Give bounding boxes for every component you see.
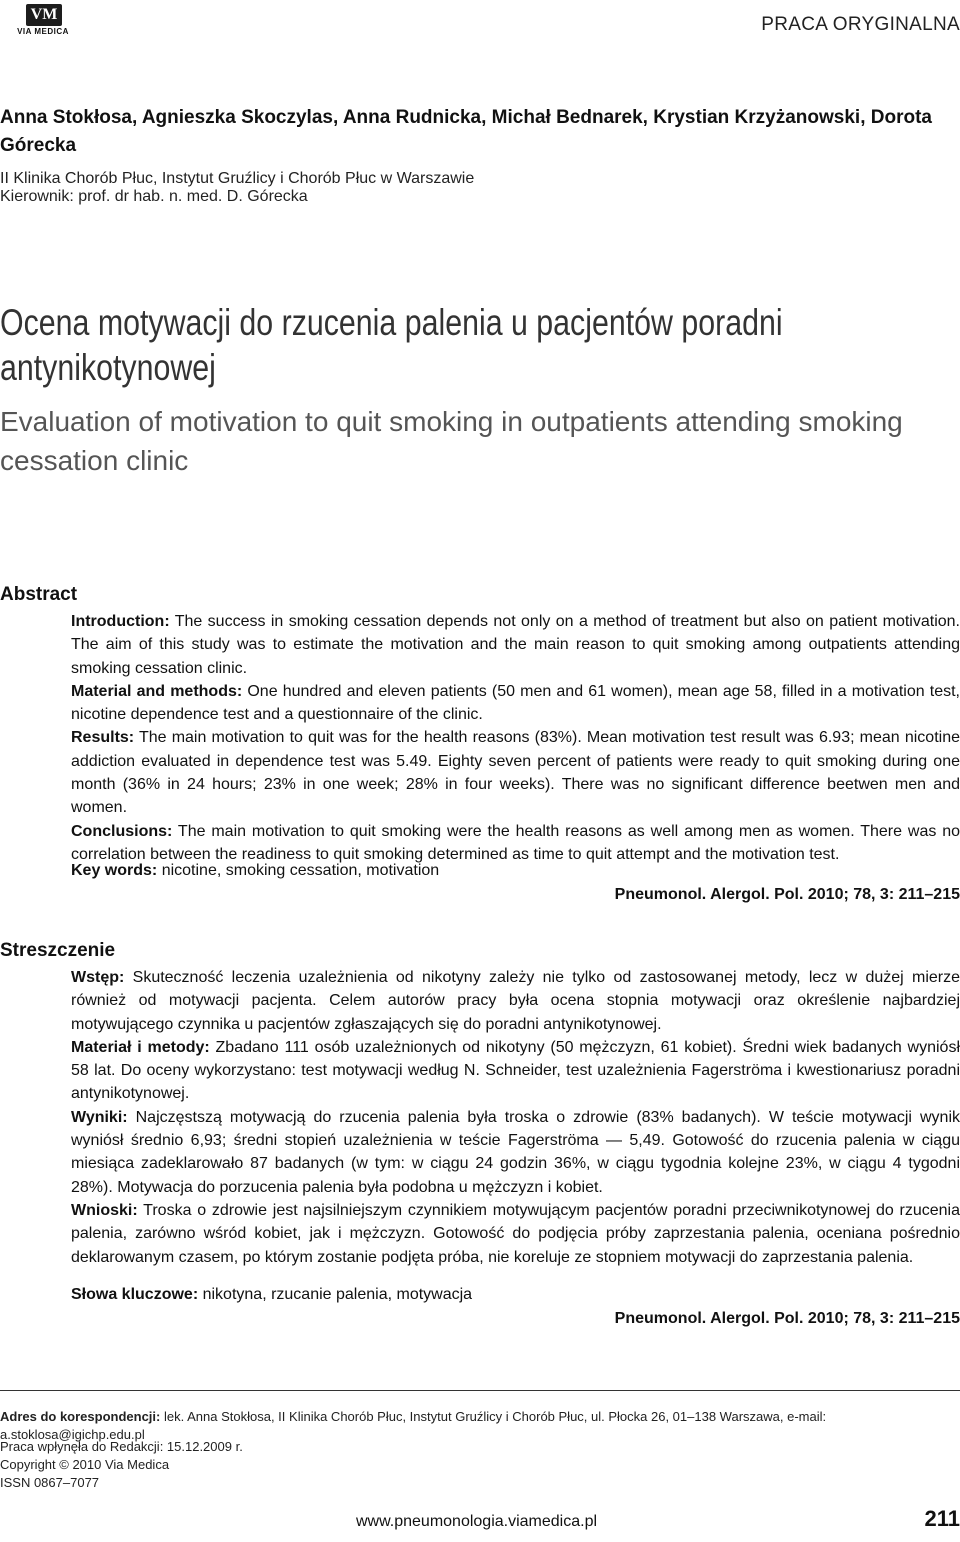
conclusions-text: The main motivation to quit smoking were the health reasons as well among men as women. There was no correlation between the readiness to quit smoking determined as time to quit attempt and the motivation test. bbox=[71, 822, 960, 863]
streszczenie-citation: Pneumonol. Alergol. Pol. 2010; 78, 3: 211–215 bbox=[614, 1310, 960, 1327]
wstep-label: Wstęp: bbox=[71, 969, 125, 986]
wnioski-text: Troska o zdrowie jest najsilniejszym czynnikiem motywującym pacjentów poradni przeciwnikotynowej do rzucenia palenia, zarówno wśród kobiet, jak i mężczyzn. Gotowość do podjęcia próby zaprzestania palenia, oceniana pośrednio deklarowanym czasem, po którym zostanie podjęta próba, nie koreluje ze stopniem motywacji do zaprzestania palenia. bbox=[71, 1201, 960, 1266]
results-text: The main motivation to quit was for the health reasons (83%). Mean motivation test result was 6.93; mean nicotine addiction evaluated in dependence test was 5.49. Eighty seven percent of patients were ready to quit smoking during one month (36% in 24 hours; 23% in one week; 28% in four weeks). There was no significant difference beetwen men and women. bbox=[71, 729, 960, 817]
streszczenie-wyniki bbox=[71, 1106, 960, 1199]
keywords-label: Key words: bbox=[71, 862, 158, 879]
intro-text: The success in smoking cessation depends not only on a method of treatment but also on patient motivation. The aim of this study was to estimate the motivation and the main reason to quit smoking among outpatients attending smoking cessation clinic. bbox=[71, 613, 960, 677]
affiliation: II Klinika Chorób Płuc, Instytut Gruźlicy i Chorób Płuc w Warszawie bbox=[0, 170, 475, 187]
publication-info bbox=[0, 1438, 243, 1492]
streszczenie-heading: Streszczenie bbox=[0, 940, 116, 961]
wnioski-label: Wnioski: bbox=[71, 1201, 138, 1219]
metody-text: Zbadano 111 osób uzależnionych od nikotyny (50 mężczyzn, 61 kobiet). Średni wiek badanych wyniósł 58 lat. Do oceny wykorzystano: test motywacji według N. Schneider, test uzależnienia Fagerströma i kwestionariusz poradni antynikotynowej. bbox=[71, 1038, 960, 1103]
conclusions-label: Conclusions: bbox=[71, 822, 173, 840]
streszczenie-wnioski bbox=[71, 1199, 960, 1269]
affiliation-block bbox=[0, 170, 474, 206]
logo-mark: VM bbox=[26, 4, 62, 26]
slowa-kluczowe-label: Słowa kluczowe: bbox=[71, 1286, 199, 1303]
footer-divider bbox=[0, 1390, 960, 1391]
methods-label: Material and methods: bbox=[71, 682, 243, 700]
abstract-body bbox=[71, 610, 960, 866]
keywords-text: nicotine, smoking cessation, motivation bbox=[161, 862, 440, 879]
page-number: 211 bbox=[924, 1506, 960, 1531]
author-list: Anna Stokłosa, Agnieszka Skoczylas, Anna Rudnicka, Michał Bednarek, Krystian Krzyżanowski, Dorota Górecka bbox=[0, 107, 932, 156]
abstract-citation: Pneumonol. Alergol. Pol. 2010; 78, 3: 211–215 bbox=[614, 886, 960, 903]
abstract-conclusions bbox=[71, 820, 960, 867]
streszczenie-metody bbox=[71, 1036, 960, 1106]
department-head: Kierownik: prof. dr hab. n. med. D. Górecka bbox=[0, 188, 308, 205]
streszczenie-body bbox=[71, 966, 960, 1269]
abstract-keywords bbox=[71, 862, 439, 880]
title-polish-text: Ocena motywacji do rzucenia palenia u pacjentów poradni antynikotynowej bbox=[0, 302, 783, 388]
title-english: Evaluation of motivation to quit smoking in outpatients attending smoking cessation clinic bbox=[0, 406, 903, 476]
streszczenie-keywords bbox=[71, 1286, 472, 1304]
intro-label: Introduction: bbox=[71, 613, 170, 630]
metody-label: Materiał i metody: bbox=[71, 1038, 210, 1056]
wyniki-label: Wyniki: bbox=[71, 1108, 128, 1126]
publisher-logo bbox=[4, 4, 82, 38]
results-label: Results: bbox=[71, 729, 135, 747]
abstract-results bbox=[71, 726, 960, 819]
streszczenie-wstep bbox=[71, 966, 960, 1036]
methods-text: One hundred and eleven patients (50 men and 61 women), mean age 58, filled in a motivation test, nicotine dependence test and a questionnaire of the clinic. bbox=[71, 682, 960, 724]
slowa-kluczowe-text: nikotyna, rzucanie palenia, motywacja bbox=[202, 1286, 473, 1303]
running-head: PRACA ORYGINALNA bbox=[761, 14, 960, 35]
wyniki-text: Najczęstszą motywacją do rzucenia palenia była troska o zdrowie (83% badanych). W teście motywacji wynik wyniósł średnio 6,93; średni stopień uzależnienia w teście Fagerströma — 5,49. Gotowość do rzucenia palenia w ciągu miesiąca zadeklarowało 87 badanych (w tym: w ciągu 24 godzin 36%, w ciągu tygodnia kolejne 23%, w ciągu 4 tygodni 28%). Motywacja do porzucenia palenia była podobna u mężczyzn i kobiet. bbox=[71, 1108, 960, 1196]
received-date: Praca wpłynęła do Redakcji: 15.12.2009 r. bbox=[0, 1439, 243, 1454]
copyright: Copyright © 2010 Via Medica bbox=[0, 1457, 170, 1472]
logo-text: VIA MEDICA bbox=[17, 27, 69, 36]
abstract-heading: Abstract bbox=[0, 584, 78, 605]
wstep-text: Skuteczność leczenia uzależnienia od nikotyny zależy nie tylko od zastosowanej metody, lecz w dużej mierze również od motywacji pacjenta. Celem autorów pracy była ocena stopnia motywacji oraz określenie najbardziej motywującego czynnika u pacjentów zgłaszających się do poradni antynikotynowej. bbox=[71, 969, 960, 1033]
abstract-methods bbox=[71, 680, 960, 727]
journal-website[interactable]: www.pneumonologia.viamedica.pl bbox=[356, 1513, 598, 1530]
address-label: Adres do korespondencji: bbox=[0, 1409, 161, 1424]
abstract-introduction bbox=[71, 610, 960, 680]
title-polish bbox=[0, 300, 935, 390]
address-text: lek. Anna Stokłosa, II Klinika Chorób Płuc, Instytut Gruźlicy i Chorób Płuc, ul. Płocka 26, 01–138 Warszawa, e-mail: a.stoklosa@igichp.edu.pl bbox=[0, 1409, 827, 1442]
issn: ISSN 0867–7077 bbox=[0, 1475, 100, 1490]
